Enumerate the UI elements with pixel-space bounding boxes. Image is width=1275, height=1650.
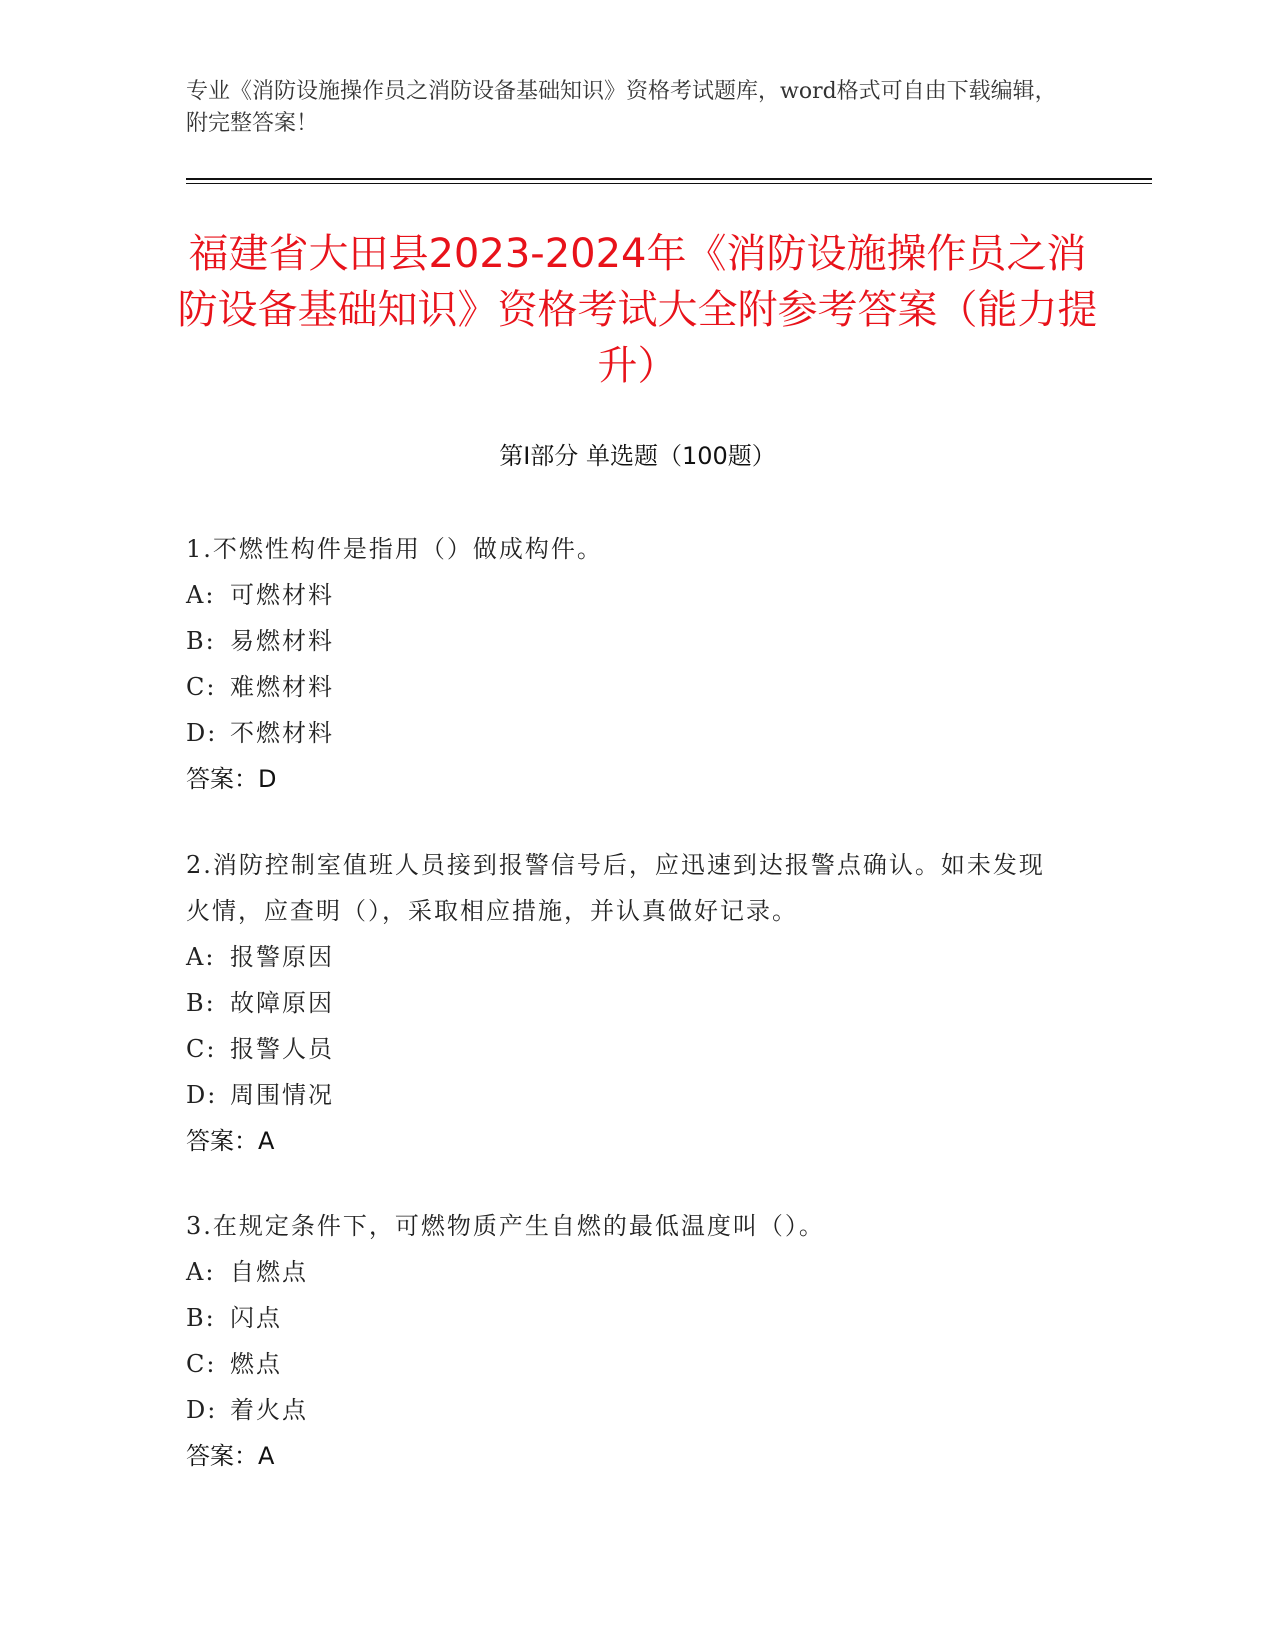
option-text: 可燃材料 — [230, 581, 334, 609]
answer-line: 答案：A — [186, 1442, 275, 1470]
option-letter: B: — [186, 627, 216, 655]
option-letter: C: — [186, 673, 217, 701]
option-text: 故障原因 — [230, 989, 334, 1017]
document-title: 福建省大田县2023-2024年《消防设施操作员之消防设备基础知识》资格考试大全附参考答案（能力提升） — [177, 231, 1098, 389]
option-text: 难燃材料 — [230, 673, 334, 701]
option-c — [186, 664, 1066, 710]
option-a — [186, 572, 1066, 618]
option-letter: A: — [186, 1258, 216, 1286]
answer-line: 答案：A — [186, 1127, 275, 1155]
option-text: 闪点 — [230, 1304, 282, 1332]
question-3 — [186, 1203, 1066, 1479]
option-d — [186, 1072, 1066, 1118]
option-b — [186, 980, 1066, 1026]
option-text: 燃点 — [230, 1350, 282, 1378]
option-c — [186, 1026, 1066, 1072]
section-heading: 第Ⅰ部分 单选题（100题） — [499, 442, 776, 470]
question-1 — [186, 526, 1066, 802]
option-d — [186, 1387, 1066, 1433]
option-text: 着火点 — [230, 1396, 308, 1424]
option-c — [186, 1341, 1066, 1387]
option-letter: A: — [186, 943, 216, 971]
answer-line: 答案：D — [186, 765, 277, 793]
option-d — [186, 710, 1066, 756]
option-letter: C: — [186, 1350, 217, 1378]
header-rule-thick — [186, 178, 1152, 180]
header-rule-thin — [186, 183, 1152, 184]
question-stem: 1.不燃性构件是指用（）做成构件。 — [186, 535, 603, 563]
option-letter: D: — [186, 1396, 218, 1424]
option-text: 易燃材料 — [230, 627, 334, 655]
question-stem: 2.消防控制室值班人员接到报警信号后，应迅速到达报警点确认。如未发现火情，应查明（），采取相应措施，并认真做好记录。 — [186, 851, 1045, 925]
option-b — [186, 1295, 1066, 1341]
option-letter: B: — [186, 989, 216, 1017]
option-letter: C: — [186, 1035, 217, 1063]
option-text: 不燃材料 — [230, 719, 334, 747]
option-b — [186, 618, 1066, 664]
option-a — [186, 1249, 1066, 1295]
option-text: 周围情况 — [230, 1081, 334, 1109]
option-letter: D: — [186, 719, 218, 747]
option-text: 报警原因 — [230, 943, 334, 971]
option-text: 报警人员 — [230, 1035, 334, 1063]
option-letter: D: — [186, 1081, 218, 1109]
option-letter: B: — [186, 1304, 216, 1332]
question-stem: 3.在规定条件下，可燃物质产生自燃的最低温度叫（）。 — [186, 1212, 825, 1240]
question-2 — [186, 842, 1066, 1164]
option-text: 自燃点 — [230, 1258, 308, 1286]
option-a — [186, 934, 1066, 980]
option-letter: A: — [186, 581, 216, 609]
header-note: 专业《消防设施操作员之消防设备基础知识》资格考试题库，word格式可自由下载编辑，附完整答案！ — [186, 79, 1057, 136]
